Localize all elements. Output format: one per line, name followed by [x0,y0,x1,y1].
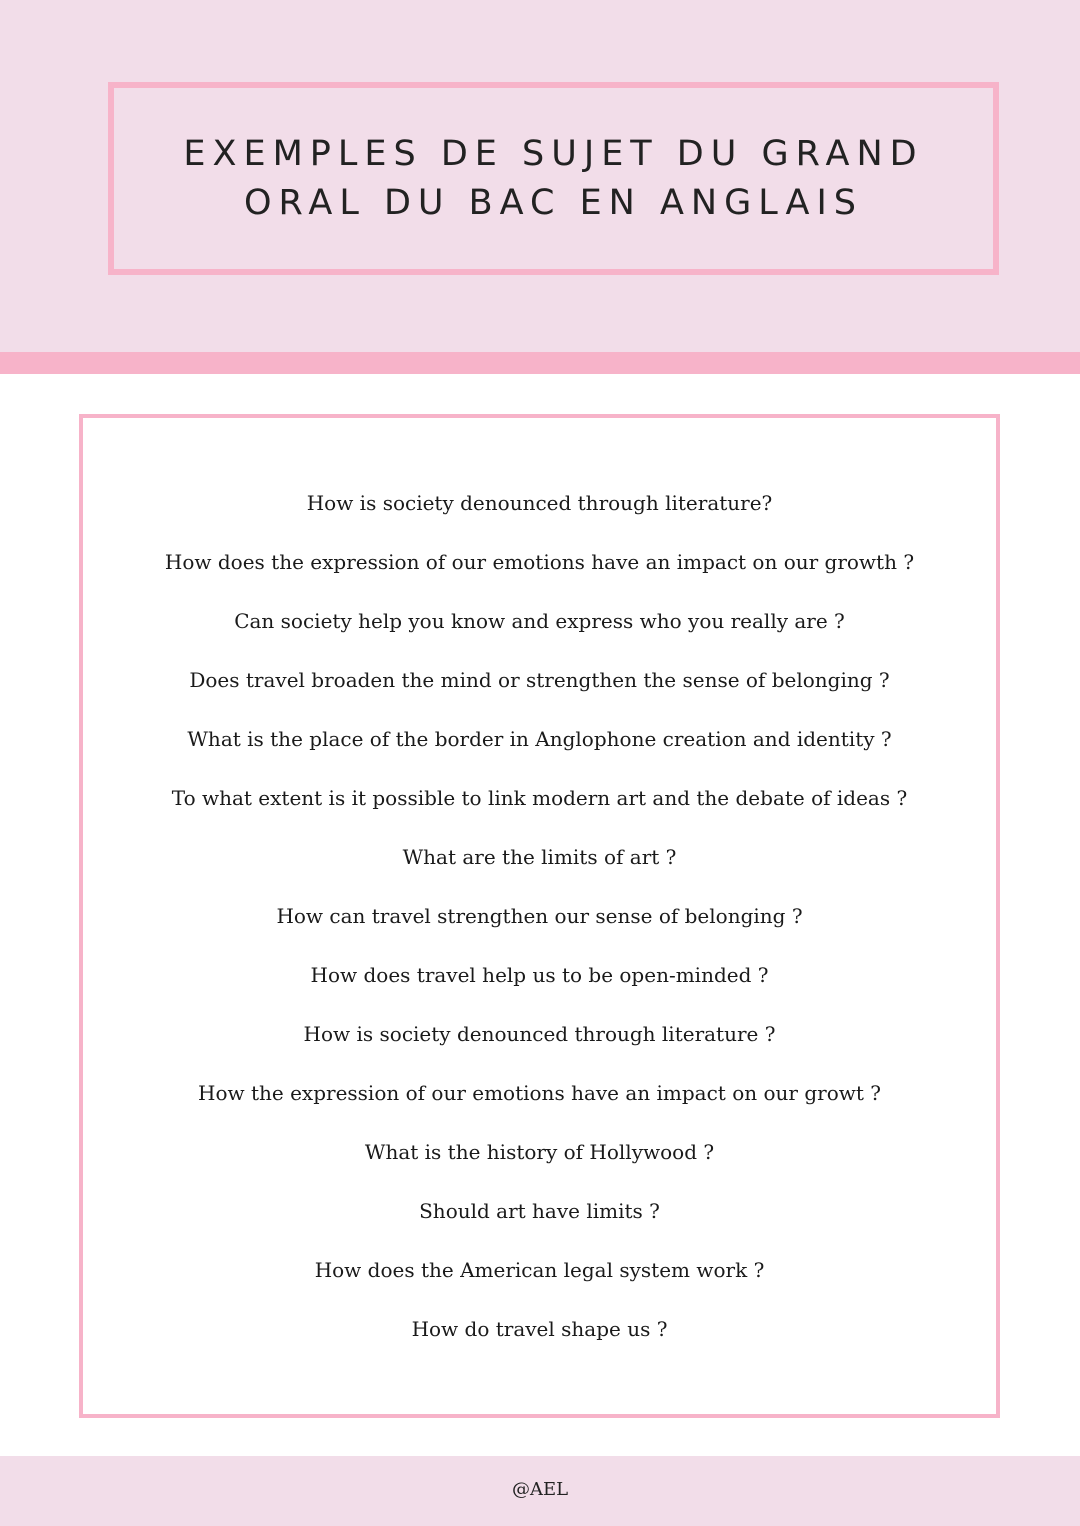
question-item: What are the limits of art ? [402,845,677,869]
question-item: How do travel shape us ? [411,1317,668,1341]
question-item: How is society denounced through literature ? [303,1022,776,1046]
question-item: What is the place of the border in Anglophone creation and identity ? [187,727,892,751]
question-item: How does the expression of our emotions have an impact on our growth ? [164,550,915,574]
header-stripe [0,352,1080,374]
title-box [108,82,999,275]
question-item: To what extent is it possible to link modern art and the debate of ideas ? [171,786,908,810]
question-item: Can society help you know and express who you really are ? [234,609,845,633]
page-title-line-1: EXEMPLES DE SUJET DU GRAND [183,133,924,174]
question-item: Should art have limits ? [419,1199,660,1223]
question-item: Does travel broaden the mind or strengthen the sense of belonging ? [189,668,890,692]
questions-box [79,414,1000,1418]
question-item: How the expression of our emotions have an impact on our growt ? [198,1081,881,1105]
question-item: How does travel help us to be open-minded ? [310,963,769,987]
page-title-line-2: ORAL DU BAC EN ANGLAIS [243,182,864,223]
question-item: What is the history of Hollywood ? [364,1140,715,1164]
footer-credit: @AEL [511,1479,569,1500]
question-item: How does the American legal system work ? [314,1258,765,1282]
question-item: How is society denounced through literature? [306,491,773,515]
question-item: How can travel strengthen our sense of belonging ? [276,904,803,928]
